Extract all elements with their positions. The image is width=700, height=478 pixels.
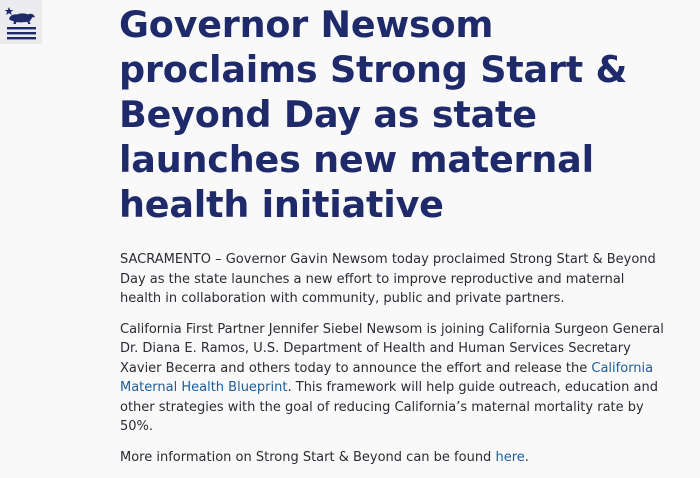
california-bear-menu-icon [4, 4, 38, 40]
article-paragraph-3 [120, 448, 665, 468]
paragraph-text: More information on Strong Start & Beyond can be found [120, 449, 496, 465]
menu-button[interactable] [4, 4, 38, 40]
article-body [120, 250, 665, 478]
paragraph-text: . [524, 449, 529, 465]
article-paragraph-1: SACRAMENTO – Governor Gavin Newsom today proclaimed Strong Start & Beyond Day as the state launches a new effort to improve reproductive and maternal health in collaboration with community, public and private partners. [120, 252, 656, 306]
maternal-health-blueprint-link[interactable]: California Maternal Health Blueprint [120, 360, 654, 395]
more-info-link[interactable]: here [495, 449, 525, 465]
article-paragraph-2 [120, 320, 665, 437]
sidebar [0, 0, 42, 44]
paragraph-text: California First Partner Jennifer Siebel Newsom is joining California Surgeon General Dr. Diana E. Ramos, U.S. Department of Health and Human Services Secretary Xavier Becerra and others today to announce the effort and release the [120, 321, 664, 376]
paragraph-text: . This framework will help guide outreach, education and other strategies with the goal of reducing California’s maternal mortality rate by 50%. [120, 380, 658, 434]
page-title: Governor Newsom proclaims Strong Start & Beyond Day as state launches new maternal health initiative [119, 3, 628, 226]
